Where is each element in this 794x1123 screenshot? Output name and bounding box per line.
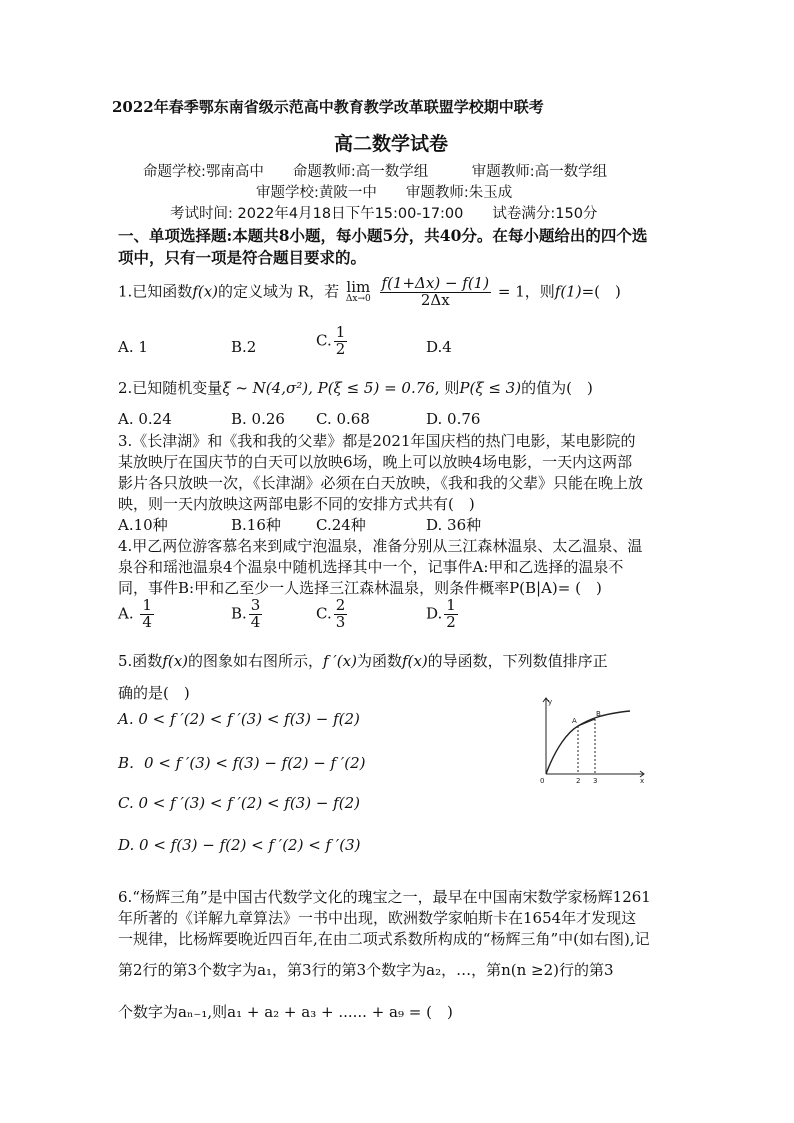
limit-fraction: $\frac{f(1+\Delta x) - f(1)}{2\Delta x}$ [381, 274, 490, 309]
q2-option-b: B. 0.26 [231, 410, 285, 428]
q5-option-c: C. 0 < f ′(3) < f ′(2) < f(3) − f(2) [118, 794, 360, 812]
exam-time-line: 考试时间: 2022年4月18日下午15:00-17:00 试卷满分:150分 [170, 206, 598, 222]
q4-option-b: B. $\frac{3}{4}$ [231, 596, 261, 631]
question-2: 2.已知随机变量ξ ~ N(4,σ²), P(ξ ≤ 5) = 0.76, 则P(ξ ≤ 3)的值为( ) [118, 379, 593, 397]
q5-option-d: D. 0 < f(3) − f(2) < f ′(2) < f ′(3) [118, 836, 361, 854]
q5-option-b: B．0 < f ′(3) < f(3) − f(2) − f ′(2) [118, 754, 366, 772]
tick-2-label: 2 [576, 777, 581, 784]
reviewer-line: 审题学校:黄陂一中 审题教师:朱玉成 [256, 185, 513, 201]
q2-option-d: D. 0.76 [426, 410, 481, 428]
question-5-line-2: 确的是( ) [118, 684, 190, 702]
question-4-line-3: 同，事件B:甲和乙至少一人选择三江森林温泉，则条件概率P(B|A)= ( ) [118, 579, 602, 597]
question-3-line-2: 某放映厅在国庆节的白天可以放映6场，晚上可以放映4场电影，一天内这两部 [118, 453, 633, 471]
q3-option-c: C.24种 [316, 516, 366, 534]
x-label: x [640, 777, 645, 784]
exam-title: 2022年春季鄂东南省级示范高中教育教学改革联盟学校期中联考 [112, 98, 544, 116]
q3-option-a: A.10种 [118, 516, 168, 534]
q4-option-a: A. $\frac{1}{4}$ [118, 596, 152, 631]
question-6-line-3: 一规律，比杨辉要晚近四百年,在由二项式系数所构成的“杨辉三角”中(如右图),记 [118, 930, 650, 948]
question-6-line-2: 年所著的《详解九章算法》一书中出现，欧洲数学家帕斯卡在1654年才发现这 [118, 909, 637, 927]
question-5-line-1: 5.函数f(x)的图象如右图所示，f ′(x)为函数f(x)的导函数，下列数值排序正 [118, 652, 608, 670]
q5-option-a: A. 0 < f ′(2) < f ′(3) < f(3) − f(2) [118, 710, 360, 728]
q1-option-a: A. 1 [118, 338, 148, 356]
question-6-line-1: 6.“杨辉三角”是中国古代数学文化的瑰宝之一，最早在中国南宋数学家杨辉1261 [118, 888, 651, 906]
q2-option-a: A. 0.24 [118, 410, 172, 428]
q4-option-c: C. $\frac{2}{3}$ [316, 596, 346, 631]
q3-option-b: B.16种 [231, 516, 281, 534]
secant-ab [578, 719, 595, 726]
exam-subtitle: 高二数学试卷 [334, 133, 449, 155]
tick-3-label: 3 [593, 777, 598, 784]
curve-f [546, 711, 630, 774]
question-6-line-4: 第2行的第3个数字为a₁，第3行的第3个数字为a₂，…，第n(n ≥2)行的第3 [118, 961, 614, 979]
q1-option-d: D.4 [426, 338, 452, 356]
q3-option-d: D. 36种 [426, 516, 482, 534]
section-heading-cont: 项中，只有一项是符合题目要求的。 [118, 248, 367, 267]
q2-option-c: C. 0.68 [316, 410, 370, 428]
q4-option-d: D. $\frac{1}{2}$ [426, 596, 456, 631]
question-1: 1.已知函数f(x)的定义域为 R，若 lim Δx→0 $\frac{f(1+\Delta x) - f(1)}{2\Delta x}$ = 1，则f(1)=( ) [118, 274, 621, 309]
author-line: 命题学校:鄂南高中 命题教师:高一数学组 审题教师:高一数学组 [143, 164, 608, 180]
question-3-line-4: 映，则一天内放映这两部电影不同的安排方式共有( ) [118, 495, 475, 513]
limit-operator: lim Δx→0 [345, 278, 371, 305]
q1-option-b: B.2 [231, 338, 257, 356]
question-3-line-3: 影片各只放映一次，《长津湖》必须在白天放映，《我和我的父辈》只能在晚上放 [118, 474, 644, 492]
origin-label: 0 [540, 777, 545, 784]
question-4-line-2: 泉谷和瑶池温泉4个温泉中随机选择其中一个，记事件A:甲和乙选择的温泉不 [118, 558, 624, 576]
question-4-line-1: 4.甲乙两位游客慕名来到咸宁泡温泉，准备分别从三江森林温泉、太乙温泉、温 [118, 537, 643, 555]
y-label: y [548, 698, 553, 706]
point-a-label: A [572, 717, 577, 725]
question-3-line-1: 3.《长津湖》和《我和我的父辈》都是2021年国庆档的热门电影，某电影院的 [118, 432, 636, 450]
question-6-line-5: 个数字为aₙ₋₁,则a₁ + a₂ + a₃ + ...... + a₉ = ( ) [118, 1003, 453, 1021]
function-graph [530, 692, 650, 784]
q1-option-c: C. $\frac{1}{2}$ [316, 323, 346, 358]
point-b-label: B [596, 710, 601, 718]
section-heading: 一、单项选择题:本题共8小题，每小题5分，共40分。在每小题给出的四个选 [118, 226, 648, 245]
